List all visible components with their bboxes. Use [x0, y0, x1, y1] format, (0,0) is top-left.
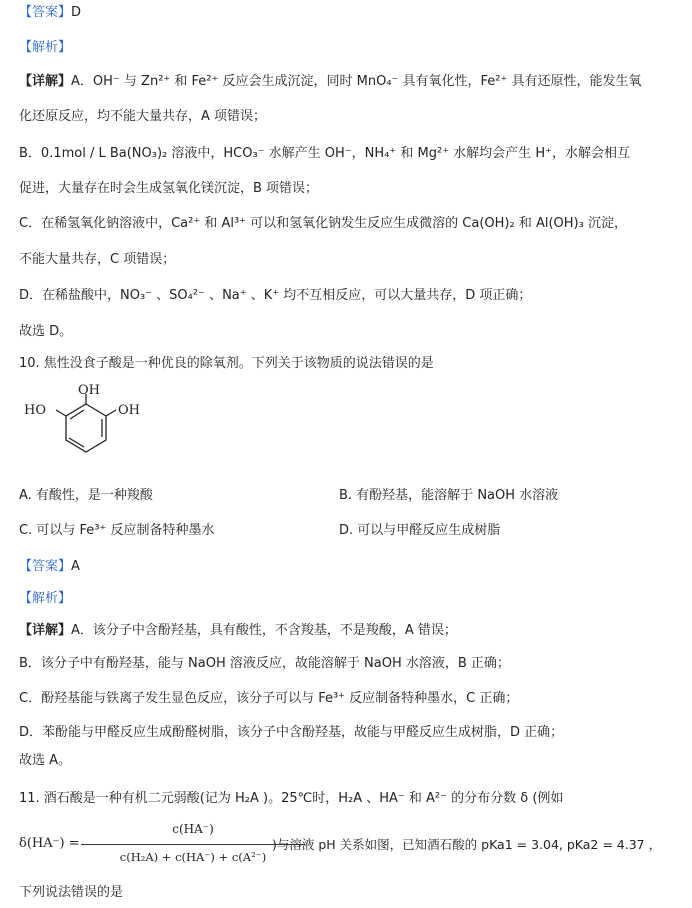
label-ho-left: HO	[24, 403, 46, 418]
q9-a-text: A．OH⁻ 与 Zn²⁺ 和 Fe²⁺ 反应会生成沉淀，同时 MnO₄⁻ 具有氧化性，Fe²⁺ 具有还原性，能发生氧	[71, 74, 642, 89]
label-oh-top: OH	[78, 384, 100, 398]
pyrogallol-structure	[18, 384, 158, 468]
q10-option-d: D. 可以与甲醛反应生成树脂	[339, 523, 501, 538]
formula-numerator: c(HA⁻)	[172, 822, 214, 836]
q9-detail-b-line1: B．0.1mol / L Ba(NO₃)₂ 溶液中，HCO₃⁻ 水解产生 OH⁻，NH₄⁺ 和 Mg²⁺ 水解均会产生 H⁺，水解会相互	[19, 146, 630, 161]
q9-conclusion: 故选 D。	[19, 324, 73, 339]
label-oh-right: OH	[118, 403, 140, 418]
answer-tag: 【答案】	[19, 559, 72, 574]
q10-detail-b: B．该分子中有酚羟基，能与 NaOH 溶液反应，故能溶解于 NaOH 水溶液，B 正确；	[19, 656, 510, 671]
answer-tag: 【答案】	[19, 5, 72, 20]
q10-conclusion: 故选 A。	[19, 753, 72, 768]
q9-detail-a-line1	[19, 73, 686, 91]
q10-option-c: C. 可以与 Fe³⁺ 反应制备特种墨水	[19, 523, 215, 538]
q10-option-a: A. 有酸性，是一种羧酸	[19, 488, 153, 503]
q10-stem: 10. 焦性没食子酸是一种优良的除氧剂。下列关于该物质的说法错误的是	[19, 356, 434, 371]
answer-value: A	[71, 559, 80, 574]
q10-detail-d: D．苯酚能与甲醛反应生成酚醛树脂，该分子中含酚羟基，故能与甲醛反应生成树脂，D 正确；	[19, 725, 564, 740]
bond-left-oh	[56, 410, 66, 416]
q11-stem-line2: )与溶液 pH 关系如图，已知酒石酸的 pKa1 = 3.04, pKa2 = 4.37 ，	[272, 837, 662, 852]
q9-detail-c-line1: C．在稀氢氧化钠溶液中，Ca²⁺ 和 Al³⁺ 可以和氢氧化钠发生反应生成微溶的 Ca(OH)₂ 和 Al(OH)₃ 沉淀，	[19, 216, 627, 231]
q11-stem-line3: 下列说法错误的是	[19, 885, 124, 900]
benzene-ring	[66, 404, 106, 452]
q10-a-text: A．该分子中含酚羟基，具有酸性，不含羧基，不是羧酸，A 错误；	[71, 623, 457, 638]
formula-denominator: c(H₂A) + c(HA⁻) + c(A²⁻)	[119, 850, 267, 864]
formula-lhs: δ(HA⁻) =	[19, 836, 80, 851]
q9-detail-b-line2: 促进，大量存在时会生成氢氧化镁沉淀，B 项错误；	[19, 181, 319, 196]
q9-detail-c-line2: 不能大量共存，C 项错误；	[19, 252, 176, 267]
answer-value: D	[71, 5, 82, 20]
q9-answer-line	[19, 4, 686, 22]
q10-answer-line	[19, 558, 686, 576]
detail-tag: 【详解】	[19, 74, 72, 89]
q9-analysis-tag: 【解析】	[19, 40, 72, 55]
q10-analysis-tag: 【解析】	[19, 591, 72, 606]
q10-detail-c: C．酚羟基能与铁离子发生显色反应，该分子可以与 Fe³⁺ 反应制备特种墨水，C 正确；	[19, 691, 519, 706]
bond-right-oh	[106, 410, 116, 416]
q9-detail-d-line1: D．在稀盐酸中，NO₃⁻ 、SO₄²⁻ 、Na⁺ 、K⁺ 均不互相反应，可以大量共存，D 项正确；	[19, 288, 532, 303]
q10-detail-a	[19, 622, 686, 640]
q10-option-b: B. 有酚羟基，能溶解于 NaOH 水溶液	[339, 488, 559, 503]
q9-detail-a-line2: 化还原反应，均不能大量共存，A 项错误；	[19, 109, 267, 124]
q11-stem-line1: 11. 酒石酸是一种有机二元弱酸(记为 H₂A )。25℃时，H₂A 、HA⁻ 和 A²⁻ 的分布分数 δ (例如	[19, 791, 564, 806]
detail-tag: 【详解】	[19, 623, 72, 638]
